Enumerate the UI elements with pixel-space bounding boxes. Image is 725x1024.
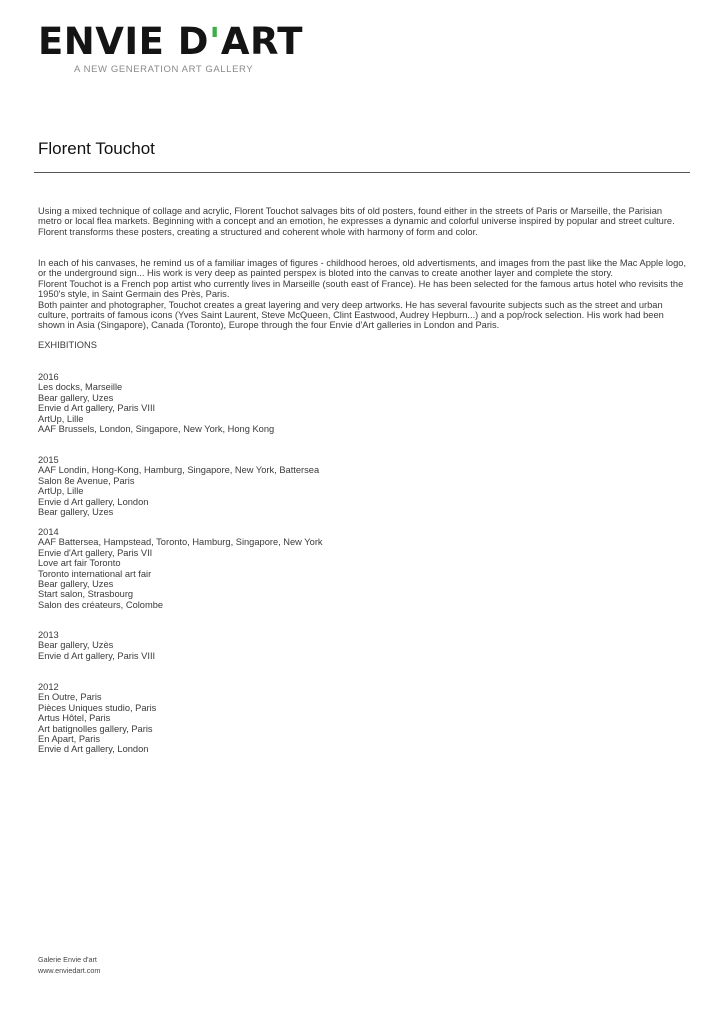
exhibition-item: Love art fair Toronto xyxy=(38,558,121,569)
exhibition-item: ArtUp, Lille xyxy=(38,413,84,424)
exhibition-item: AAF Londin, Hong-Kong, Hamburg, Singapore, New York, Battersea xyxy=(38,465,320,476)
exhibition-year: 2013 xyxy=(38,630,59,640)
exhibition-item: Bear gallery, Uzès xyxy=(38,640,114,651)
exhibition-item: Envie d Art gallery, Paris VIII xyxy=(38,403,156,414)
exhibition-item: Pièces Uniques studio, Paris xyxy=(38,702,157,713)
exhibition-item: Art batignolles gallery, Paris xyxy=(38,723,153,734)
exhibition-item: Envie d'Art gallery, Paris VII xyxy=(38,547,153,558)
exhibition-year: 2014 xyxy=(38,527,59,537)
gallery-logo xyxy=(38,22,303,75)
footer-gallery-name: Galerie Envie d'art xyxy=(38,955,97,964)
exhibition-year-block xyxy=(38,630,155,661)
exhibitions-heading: EXHIBITIONS xyxy=(38,340,97,350)
bio-paragraph-1 xyxy=(38,206,688,237)
exhibition-item: Bear gallery, Uzes xyxy=(38,507,114,518)
bio-text: Florent Touchot is a French pop artist who currently lives in Marseille (south east of France). He has been selected for the famous artus hotel who revisits the 1950's style, in Saint Germain des Près, Paris. xyxy=(38,278,684,300)
exhibition-year-block xyxy=(38,455,319,517)
exhibition-item: En Apart, Paris xyxy=(38,734,101,745)
logo-title-part2: ART xyxy=(220,20,304,63)
exhibition-item: Envie d Art gallery, London xyxy=(38,496,149,507)
exhibition-year-block xyxy=(38,527,323,610)
exhibition-year-block xyxy=(38,372,274,434)
exhibition-item: Envie d Art gallery, London xyxy=(38,744,149,755)
bio-text: Using a mixed technique of collage and acrylic, Florent Touchot salvages bits of old posters, found either in the streets of Paris or Marseille, the Parisian metro or local flea markets. Beginning with a concept and an emotion, he expresses a dynamic and colorful universe inspired by popular and street culture. Florent transforms these posters, creating a structured and coherent whole with harmony of form and color. xyxy=(38,206,675,237)
exhibition-item: Bear gallery, Uzes xyxy=(38,579,114,590)
exhibition-item: ArtUp, Lille xyxy=(38,486,84,497)
exhibition-item: Artus Hôtel, Paris xyxy=(38,713,111,724)
exhibition-item: AAF Brussels, London, Singapore, New York, Hong Kong xyxy=(38,424,275,435)
exhibition-item: Salon des créateurs, Colombe xyxy=(38,599,164,610)
exhibition-year: 2016 xyxy=(38,372,59,382)
exhibition-item: Bear gallery, Uzes xyxy=(38,392,114,403)
exhibition-item: Start salon, Strasbourg xyxy=(38,589,134,600)
exhibition-year-block xyxy=(38,682,156,755)
exhibition-year: 2015 xyxy=(38,455,59,465)
footer-website-link[interactable]: www.enviedart.com xyxy=(38,965,101,975)
page-footer xyxy=(38,955,100,976)
logo-wordmark xyxy=(38,22,303,62)
logo-title-part1: ENVIE D xyxy=(38,20,210,63)
logo-apostrophe: ' xyxy=(209,20,221,63)
exhibition-item: AAF Battersea, Hampstead, Toronto, Hamburg, Singapore, New York xyxy=(38,537,323,548)
bio-paragraph-2 xyxy=(38,258,688,331)
header-divider xyxy=(34,172,690,173)
exhibition-year: 2012 xyxy=(38,682,59,692)
exhibition-item: En Outre, Paris xyxy=(38,692,102,703)
logo-tagline: A NEW GENERATION ART GALLERY xyxy=(74,64,254,75)
exhibition-item: Les docks, Marseille xyxy=(38,382,123,393)
bio-text: In each of his canvases, he remind us of a familiar images of figures - childhood heroes, old advertisments, and images from the past like the Mac Apple logo, or the underground sign... His work is very deep as painted perspex is bloted into the canvas to create another layer and complete the story. xyxy=(38,258,687,279)
bio-text: Both painter and photographer, Touchot creates a great layering and very deep artworks. He has several favourite subjects such as the street and urban culture, portraits of famous icons (Yves Saint Laurent, Steve McQueen, Clint Eastwood, Audrey Hepburn...) and a pop/rock selection. His work had been shown in Asia (Singapore), Canada (Toronto), Europe through the four Envie d'Art galleries in London and Paris. xyxy=(38,299,664,331)
artist-name-heading: Florent Touchot xyxy=(38,139,155,158)
exhibition-item: Envie d Art gallery, Paris VIII xyxy=(38,650,156,661)
exhibition-item: Toronto international art fair xyxy=(38,568,152,579)
exhibition-item: Salon 8e Avenue, Paris xyxy=(38,475,135,486)
